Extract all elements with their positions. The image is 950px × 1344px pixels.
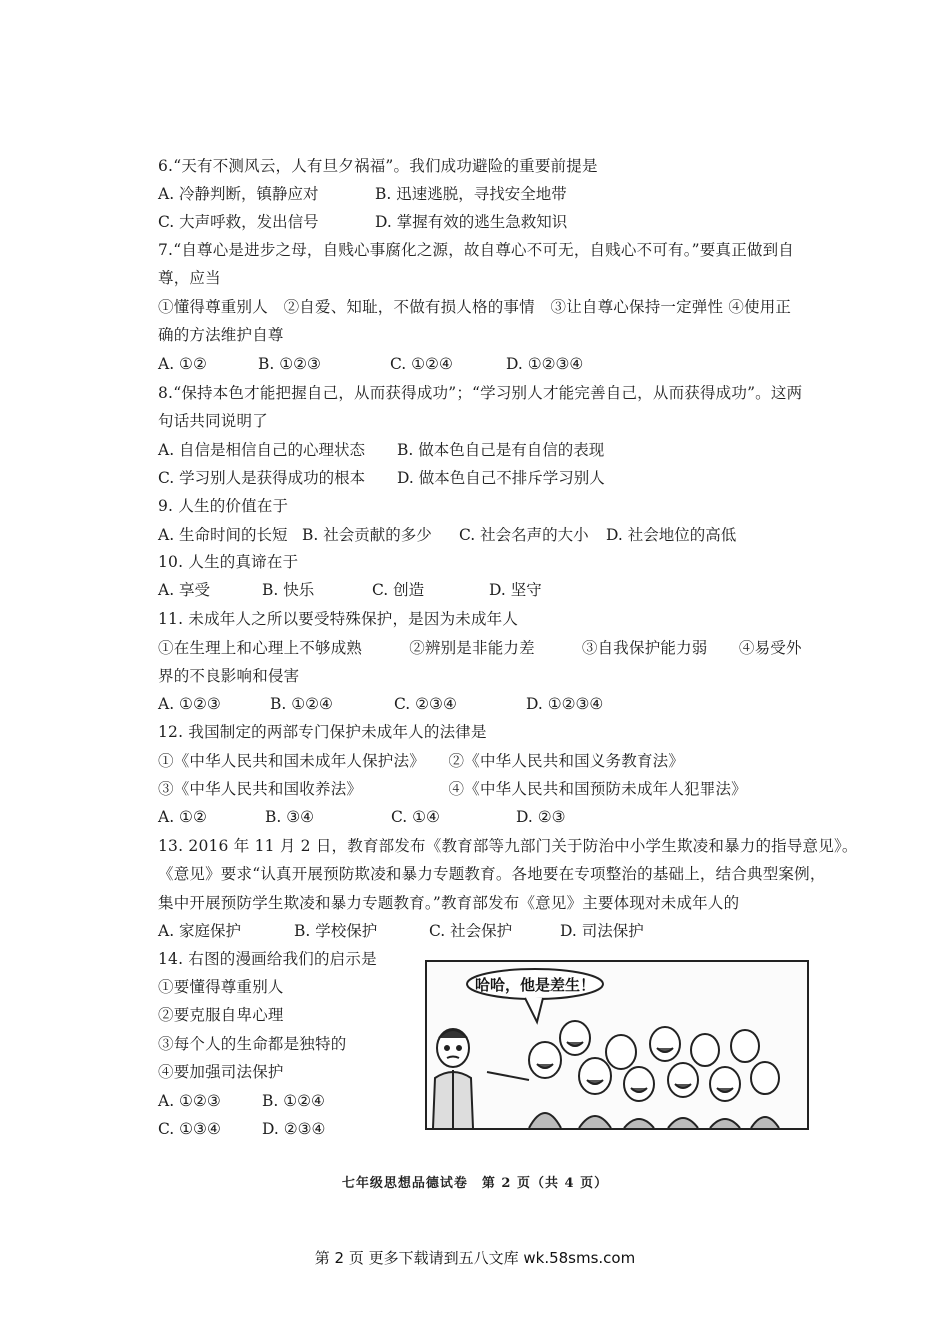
answer-option: A. 冷静判断，镇静应对 (158, 185, 319, 203)
cartoon-illustration (425, 960, 809, 1130)
answer-option: B. 社会贡献的多少 (302, 526, 432, 544)
question-text-line: 集中开展预防学生欺凌和暴力专题教育。”教育部发布《意见》主要体现对未成年人的 (158, 894, 740, 912)
answer-option: D. ①②③④ (506, 355, 584, 373)
answer-option: D. ①②③④ (526, 695, 604, 713)
answer-option: A. 家庭保护 (158, 922, 242, 940)
page-footer: 七年级思想品德试卷 第 2 页（共 4 页） (341, 1176, 609, 1191)
answer-option: C. 学习别人是获得成功的根本 (158, 469, 366, 487)
answer-option: D. ②③ (516, 808, 566, 826)
answer-option: C. ②③④ (394, 695, 457, 713)
answer-option: A. ①② (158, 355, 207, 373)
answer-option: B. 做本色自己是有自信的表现 (397, 441, 605, 459)
answer-option: B. 迅速逃脱，寻找安全地带 (375, 185, 567, 203)
lonely-student-figure (433, 1029, 473, 1128)
question-text-line: ①要懂得尊重别人 (158, 978, 284, 996)
answer-option: A. 生命时间的长短 (158, 526, 288, 544)
question-text-line: 尊，应当 (158, 269, 221, 287)
answer-option: B. ①②③ (258, 355, 321, 373)
question-text-line: ②要克服自卑心理 (158, 1006, 284, 1024)
answer-option: B. 学校保护 (294, 922, 378, 940)
answer-option: A. 自信是相信自己的心理状态 (158, 441, 366, 459)
question-text-line: 界的不良影响和侵害 (158, 667, 300, 685)
answer-option: C. 社会名声的大小 (459, 526, 589, 544)
question-stem: 10. 人生的真谛在于 (158, 553, 299, 571)
answer-option: C. ①③④ (158, 1120, 221, 1138)
answer-option: D. 掌握有效的逃生急救知识 (375, 213, 568, 231)
answer-option: A. ①② (158, 808, 207, 826)
answer-option: B. ①②④ (262, 1092, 325, 1110)
question-text-line: ①在生理上和心理上不够成熟 ②辨别是非能力差 ③自我保护能力弱 ④易受外 (158, 639, 802, 657)
question-stem: 7.“自尊心是进步之母，自贱心事腐化之源，故自尊心不可无，自贱心不可有。”要真正做到自 (158, 241, 794, 259)
question-text-line: 《意见》要求“认真开展预防欺凌和暴力专题教育。各地要在专项整治的基础上，结合典型案例， (158, 865, 826, 883)
answer-option: B. ③④ (265, 808, 315, 826)
answer-option: C. 创造 (372, 581, 425, 599)
answer-option: B. 快乐 (262, 581, 315, 599)
question-text-line: 句话共同说明了 (158, 412, 268, 430)
answer-option: D. 做本色自己不排斥学习别人 (397, 469, 605, 487)
download-watermark: 第 2 页 更多下载请到五八文库 wk.58sms.com (314, 1249, 636, 1267)
question-text-line: 确的方法维护自尊 (158, 326, 284, 344)
question-text-line: ③《中华人民共和国收养法》 ④《中华人民共和国预防未成年人犯罪法》 (158, 780, 747, 798)
speech-bubble-text: 哈哈，他是差生！ (474, 976, 596, 994)
answer-option: A. 享受 (158, 581, 211, 599)
question-stem: 13. 2016 年 11 月 2 日，教育部发布《教育部等九部门关于防治中小学生欺凌和暴力的指导意见》。 (158, 837, 858, 855)
answer-option: C. 大声呼救，发出信号 (158, 213, 319, 231)
answer-option: C. ①②④ (390, 355, 453, 373)
answer-option: D. 坚守 (489, 581, 542, 599)
question-stem: 12. 我国制定的两部专门保护未成年人的法律是 (158, 723, 487, 741)
answer-option: D. 司法保护 (560, 922, 644, 940)
question-stem: 6.“天有不测风云，人有旦夕祸福”。我们成功避险的重要前提是 (158, 157, 598, 175)
question-stem: 9. 人生的价值在于 (158, 497, 289, 515)
question-text-line: ①懂得尊重别人 ②自爱、知耻，不做有损人格的事情 ③让自尊心保持一定弹性 ④使用正 (158, 298, 792, 316)
answer-option: D. ②③④ (262, 1120, 326, 1138)
answer-option: C. ①④ (391, 808, 440, 826)
answer-option: A. ①②③ (158, 695, 221, 713)
question-stem: 8.“保持本色才能把握自己，从而获得成功”；“学习别人才能完善自己，从而获得成功”。这两 (158, 384, 803, 402)
answer-option: A. ①②③ (158, 1092, 221, 1110)
question-text-line: ④要加强司法保护 (158, 1063, 284, 1081)
question-text-line: ①《中华人民共和国未成年人保护法》 ②《中华人民共和国义务教育法》 (158, 752, 685, 770)
question-text-line: ③每个人的生命都是独特的 (158, 1035, 347, 1053)
answer-option: C. 社会保护 (429, 922, 513, 940)
question-stem: 11. 未成年人之所以要受特殊保护，是因为未成年人 (158, 610, 519, 628)
question-stem: 14. 右图的漫画给我们的启示是 (158, 950, 377, 968)
answer-option: D. 社会地位的高低 (606, 526, 737, 544)
answer-option: B. ①②④ (270, 695, 333, 713)
